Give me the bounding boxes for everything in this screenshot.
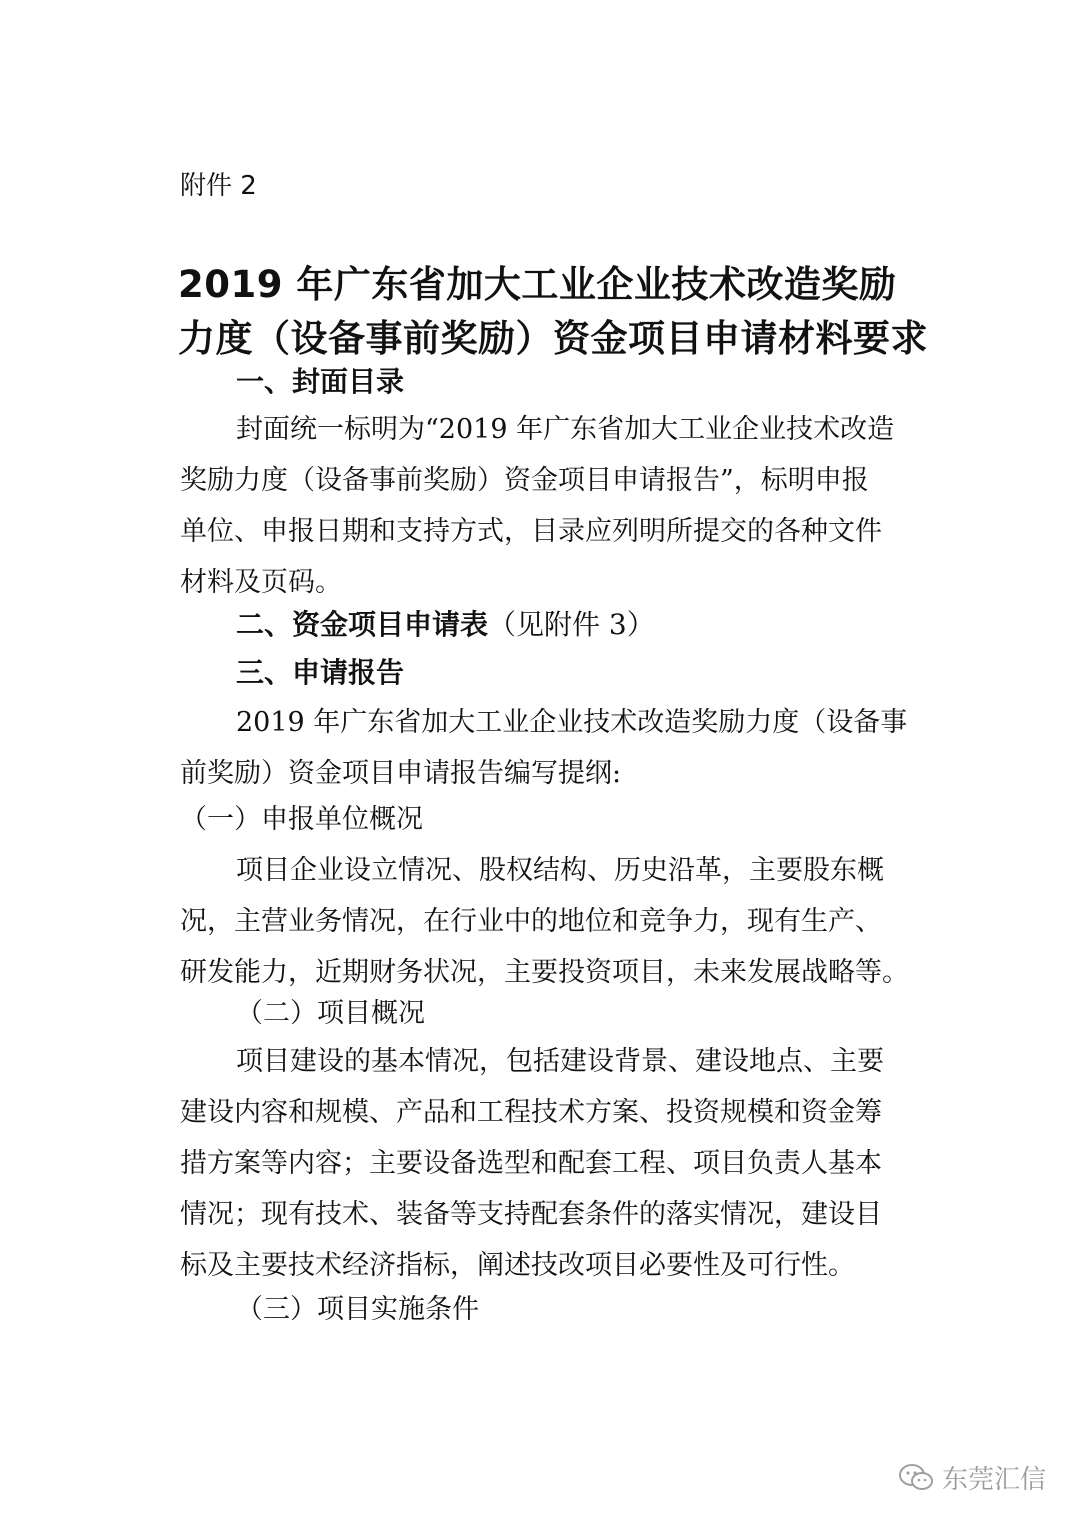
attachment-label: 附件 2 [180, 171, 257, 201]
subsection-heading-conditions: （三）项目实施条件 [236, 1294, 479, 1325]
paragraph-line: 奖励力度（设备事前奖励）资金项目申请报告”，标明申报 [180, 465, 869, 496]
paragraph-line: 情况；现有技术、装备等支持配套条件的落实情况，建设目 [180, 1199, 882, 1230]
paragraph-line: 单位、申报日期和支持方式，目录应列明所提交的各种文件 [180, 516, 882, 547]
section-heading-aside: （见附件 3） [488, 608, 655, 641]
project-paragraph [180, 1036, 908, 1291]
section-heading-application-form [236, 605, 655, 645]
subsection-heading-project: （二）项目概况 [236, 998, 425, 1029]
section-heading-report: 三、申请报告 [236, 656, 405, 689]
paragraph-line: 材料及页码。 [180, 567, 342, 598]
section-heading-text: 二、资金项目申请表 [236, 608, 489, 641]
watermark [898, 1459, 1046, 1496]
paragraph-line: 封面统一标明为“2019 年广东省加大工业企业技术改造 [236, 414, 895, 445]
report-intro-paragraph [180, 697, 908, 799]
paragraph-line: 项目企业设立情况、股权结构、历史沿革，主要股东概 [236, 855, 884, 886]
title-line: 2019 年广东省加大工业企业技术改造奖励 [178, 263, 897, 306]
title-line: 力度（设备事前奖励）资金项目申请材料要求 [178, 317, 928, 360]
paragraph-line: 2019 年广东省加大工业企业技术改造奖励力度（设备事 [236, 707, 908, 738]
cover-paragraph [180, 404, 908, 608]
paragraph-line: 建设内容和规模、产品和工程技术方案、投资规模和资金筹 [180, 1097, 882, 1128]
section-heading-cover: 一、封面目录 [236, 365, 405, 398]
paragraph-line: 前奖励）资金项目申请报告编写提纲: [180, 758, 622, 789]
applicant-paragraph [180, 845, 908, 998]
subsection-heading-applicant: （一）申报单位概况 [180, 804, 423, 835]
wechat-icon [898, 1463, 934, 1493]
paragraph-line: 研发能力，近期财务状况，主要投资项目，未来发展战略等。 [180, 957, 909, 988]
paragraph-line: 标及主要技术经济指标，阐述技改项目必要性及可行性。 [180, 1250, 855, 1281]
document-title [178, 258, 928, 366]
watermark-text: 东莞汇信 [941, 1465, 1046, 1495]
paragraph-line: 措方案等内容；主要设备选型和配套工程、项目负责人基本 [180, 1148, 882, 1179]
paragraph-line: 项目建设的基本情况，包括建设背景、建设地点、主要 [236, 1046, 884, 1077]
paragraph-line: 况，主营业务情况，在行业中的地位和竞争力，现有生产、 [180, 906, 882, 937]
